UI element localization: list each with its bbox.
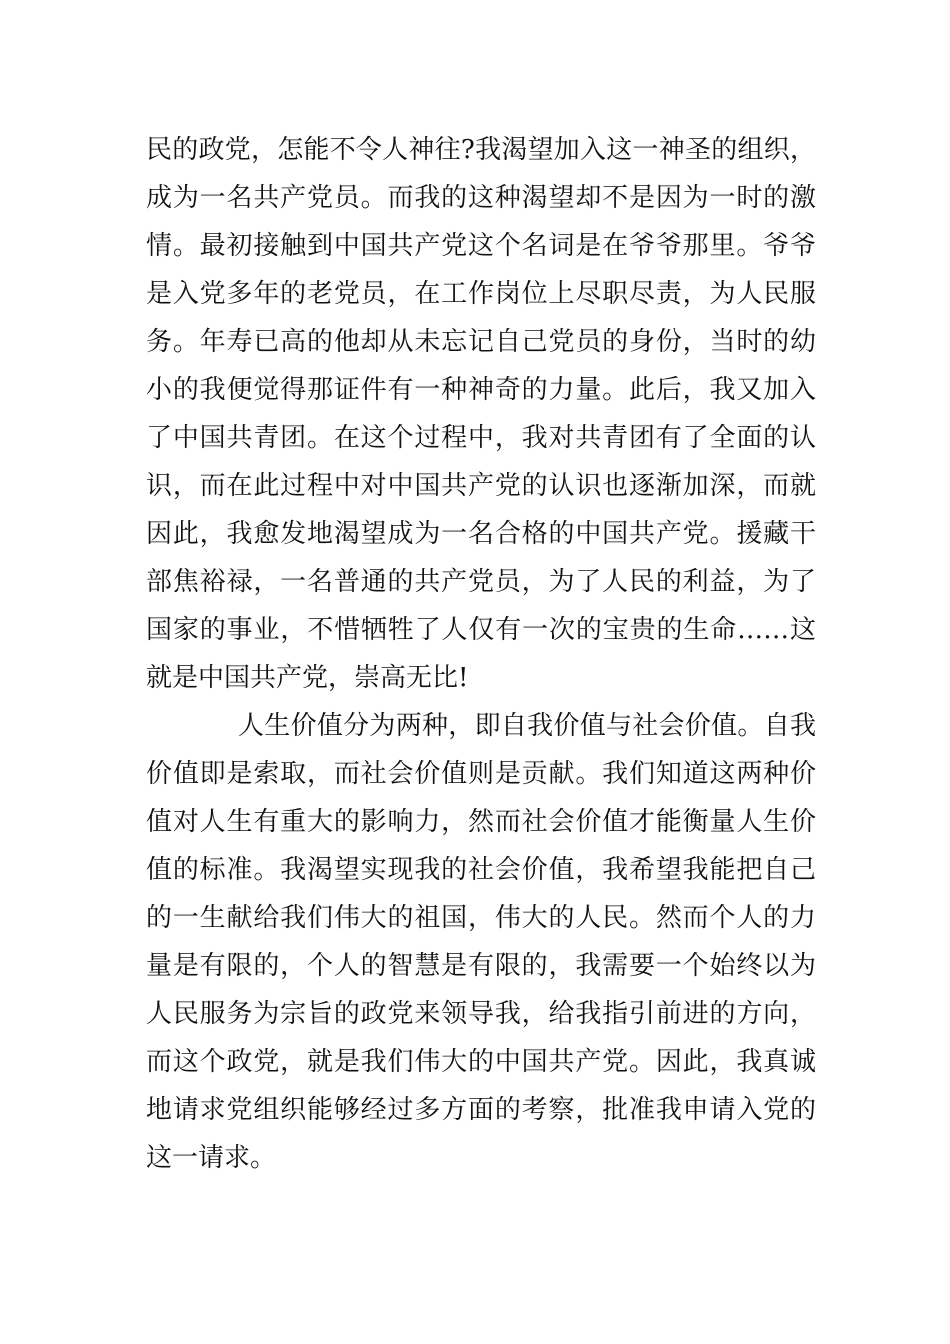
text-line: 价值即是索取，而社会价值则是贡献。我们知道这两种价 (146, 759, 816, 789)
text-line: 值的标准。我渴望实现我的社会价值，我希望我能把自己 (146, 855, 816, 885)
text-line: 的一生献给我们伟大的祖国，伟大的人民。然而个人的力 (146, 903, 816, 933)
text-line: 务。年寿已高的他却从未忘记自己党员的身份，当时的幼 (146, 327, 816, 357)
text-line: 民的政党，怎能不令人神往?我渴望加入这一神圣的组织， (146, 135, 816, 165)
text-line: 国家的事业，不惜牺牲了人仅有一次的宝贵的生命……这 (146, 615, 816, 645)
paragraph-2 (146, 702, 816, 1182)
text-line: 而这个政党，就是我们伟大的中国共产党。因此，我真诚 (146, 1047, 816, 1077)
paragraph-1 (146, 126, 816, 702)
text-line: 这一请求。 (146, 1143, 277, 1173)
document-body (146, 126, 816, 1182)
text-line: 成为一名共产党员。而我的这种渴望却不是因为一时的激 (146, 183, 816, 213)
text-line: 因此，我愈发地渴望成为一名合格的中国共产党。援藏干 (146, 519, 816, 549)
text-line: 识，而在此过程中对中国共产党的认识也逐渐加深，而就 (146, 471, 816, 501)
text-line: 地请求党组织能够经过多方面的考察，批准我申请入党的 (146, 1095, 816, 1125)
text-line: 量是有限的，个人的智慧是有限的，我需要一个始终以为 (146, 951, 816, 981)
text-line: 了中国共青团。在这个过程中，我对共青团有了全面的认 (146, 423, 816, 453)
text-line: 情。最初接触到中国共产党这个名词是在爷爷那里。爷爷 (146, 231, 816, 261)
text-line: 就是中国共产党，崇高无比! (146, 663, 469, 693)
text-line: 人民服务为宗旨的政党来领导我，给我指引前进的方向， (146, 999, 816, 1029)
text-line: 部焦裕禄，一名普通的共产党员，为了人民的利益，为了 (146, 567, 816, 597)
text-line: 小的我便觉得那证件有一种神奇的力量。此后，我又加入 (146, 375, 816, 405)
text-line: 是入党多年的老党员，在工作岗位上尽职尽责，为人民服 (146, 279, 816, 309)
text-line: 人生价值分为两种，即自我价值与社会价值。自我 (238, 711, 816, 741)
text-line: 值对人生有重大的影响力，然而社会价值才能衡量人生价 (146, 807, 816, 837)
